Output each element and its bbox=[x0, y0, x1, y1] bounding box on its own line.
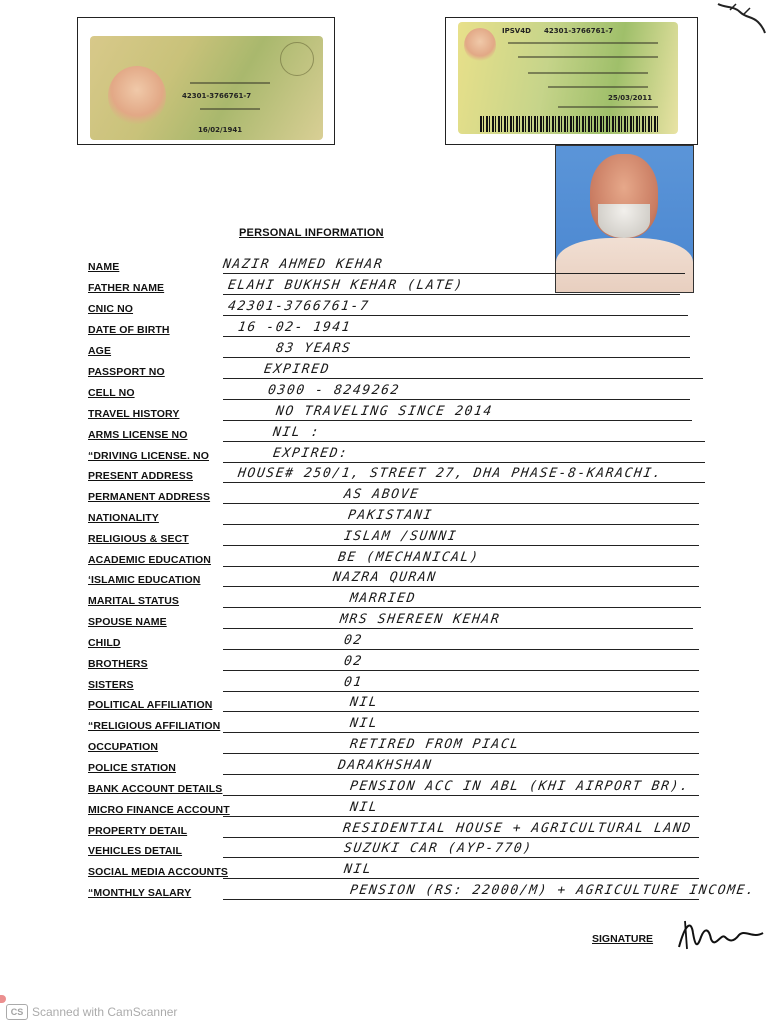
field-label: CNIC NO bbox=[88, 303, 134, 315]
field-value: NIL bbox=[348, 716, 380, 731]
card-seal-icon bbox=[280, 42, 314, 76]
cnic-front-card bbox=[90, 36, 323, 140]
field-row bbox=[88, 316, 688, 336]
scanner-text: Scanned with CamScanner bbox=[32, 1005, 178, 1019]
field-value: 01 bbox=[342, 675, 364, 690]
field-row bbox=[88, 400, 688, 420]
field-value: 83 YEARS bbox=[274, 341, 353, 356]
field-row bbox=[88, 712, 688, 732]
field-row bbox=[88, 817, 693, 837]
field-label: ARMS LICENSE NO bbox=[88, 429, 188, 441]
field-row bbox=[88, 691, 688, 711]
field-row bbox=[88, 754, 688, 774]
field-row bbox=[88, 858, 688, 878]
field-row bbox=[88, 504, 688, 524]
field-row bbox=[88, 442, 688, 462]
field-row bbox=[88, 587, 688, 607]
field-row bbox=[88, 525, 688, 545]
field-row bbox=[88, 650, 688, 670]
field-value: NO TRAVELING SINCE 2014 bbox=[274, 404, 494, 419]
field-label: PROPERTY DETAIL bbox=[88, 825, 188, 837]
cnic-back-number: 42301-3766761-7 bbox=[544, 27, 614, 35]
field-row bbox=[88, 733, 688, 753]
field-row bbox=[88, 379, 688, 399]
field-value: NIL bbox=[348, 800, 380, 815]
field-label: “DRIVING LICENSE. NO bbox=[88, 450, 210, 462]
card-photo bbox=[464, 28, 496, 62]
field-value: BE (MECHANICAL) bbox=[336, 550, 481, 565]
field-row bbox=[88, 421, 688, 441]
field-value: ISLAM /SUNNI bbox=[342, 529, 459, 544]
field-value: NIL bbox=[348, 695, 380, 710]
cnic-back-card bbox=[458, 22, 678, 134]
field-row bbox=[88, 796, 688, 816]
field-value: NAZRA QURAN bbox=[331, 570, 438, 585]
field-label: ‘ISLAMIC EDUCATION bbox=[88, 574, 201, 586]
field-label: CELL NO bbox=[88, 387, 135, 399]
field-row bbox=[88, 253, 688, 273]
field-label: ACADEMIC EDUCATION bbox=[88, 554, 211, 566]
field-label: FATHER NAME bbox=[88, 282, 165, 294]
cnic-front-number: 42301-3766761-7 bbox=[182, 92, 252, 100]
field-label: POLICE STATION bbox=[88, 762, 176, 774]
field-label: AGE bbox=[88, 345, 112, 357]
field-value: 0300 - 8249262 bbox=[266, 383, 402, 398]
field-value: 42301-3766761-7 bbox=[226, 299, 371, 314]
field-value: NAZIR AHMED KEHAR bbox=[221, 257, 385, 272]
field-value: EXPIRED bbox=[262, 362, 332, 377]
field-label: PASSPORT NO bbox=[88, 366, 165, 378]
field-value: 02 bbox=[342, 633, 364, 648]
card-text-line bbox=[190, 82, 270, 84]
field-value: MARRIED bbox=[348, 591, 418, 606]
card-text-line bbox=[548, 86, 648, 88]
field-label: BANK ACCOUNT DETAILS bbox=[88, 783, 223, 795]
field-label: SPOUSE NAME bbox=[88, 616, 167, 628]
cnic-back-copy bbox=[445, 17, 698, 145]
signature-mark bbox=[675, 915, 767, 955]
field-row bbox=[88, 879, 757, 899]
field-label: PERMANENT ADDRESS bbox=[88, 491, 211, 503]
field-row bbox=[88, 775, 691, 795]
field-value: MRS SHEREEN KEHAR bbox=[338, 612, 502, 627]
field-value: HOUSE# 250/1, STREET 27, DHA PHASE-8-KARACHI. bbox=[236, 466, 664, 481]
field-row bbox=[88, 462, 688, 482]
field-label: TRAVEL HISTORY bbox=[88, 408, 180, 420]
field-row bbox=[88, 546, 688, 566]
field-row bbox=[88, 629, 688, 649]
field-value: RESIDENTIAL HOUSE + AGRICULTURAL LAND bbox=[341, 821, 693, 836]
field-row bbox=[88, 671, 688, 691]
cnic-back-date: 25/03/2011 bbox=[608, 94, 653, 102]
section-title: PERSONAL INFORMATION bbox=[239, 227, 384, 239]
scanner-watermark bbox=[6, 1004, 177, 1020]
cnic-front-date: 16/02/1941 bbox=[198, 126, 243, 134]
field-label: SOCIAL MEDIA ACCOUNTS bbox=[88, 866, 228, 878]
field-label: SISTERS bbox=[88, 679, 134, 691]
card-text-line bbox=[518, 56, 658, 58]
camscanner-icon: CS bbox=[6, 1004, 28, 1020]
field-label: NATIONALITY bbox=[88, 512, 159, 524]
corner-scribble bbox=[716, 0, 766, 34]
field-row bbox=[88, 358, 688, 378]
field-value: SUZUKI CAR (AYP-770) bbox=[342, 841, 534, 856]
field-row bbox=[88, 566, 688, 586]
field-value: 16 -02- 1941 bbox=[236, 320, 353, 335]
card-text-line bbox=[528, 72, 648, 74]
field-label: DATE OF BIRTH bbox=[88, 324, 170, 336]
edge-mark bbox=[0, 995, 6, 1003]
portrait-beard bbox=[598, 204, 650, 238]
field-row bbox=[88, 837, 688, 857]
field-value: PAKISTANI bbox=[346, 508, 434, 523]
field-row bbox=[88, 337, 688, 357]
field-row bbox=[88, 483, 688, 503]
field-label: PRESENT ADDRESS bbox=[88, 470, 193, 482]
field-value: RETIRED FROM PIACL bbox=[348, 737, 521, 752]
field-row bbox=[88, 608, 688, 628]
cnic-front-copy bbox=[77, 17, 335, 145]
cnic-back-code: IPSV4D bbox=[502, 27, 531, 35]
field-value: NIL : bbox=[271, 425, 322, 440]
field-label: NAME bbox=[88, 261, 120, 273]
field-underline bbox=[223, 899, 699, 900]
field-label: MICRO FINANCE ACCOUNT bbox=[88, 804, 230, 816]
card-text-line bbox=[200, 108, 260, 110]
field-label: MARITAL STATUS bbox=[88, 595, 180, 607]
field-label: “MONTHLY SALARY bbox=[88, 887, 192, 899]
field-value: AS ABOVE bbox=[342, 487, 421, 502]
field-label: “RELIGIOUS AFFILIATION bbox=[88, 720, 221, 732]
field-label: OCCUPATION bbox=[88, 741, 159, 753]
card-text-line bbox=[558, 106, 658, 108]
field-value: ELAHI BUKHSH KEHAR (LATE) bbox=[226, 278, 465, 293]
field-value: PENSION ACC IN ABL (KHI AIRPORT BR). bbox=[348, 779, 691, 794]
field-row bbox=[88, 274, 688, 294]
card-text-line bbox=[508, 42, 658, 44]
field-value: EXPIRED: bbox=[271, 446, 350, 461]
field-value: 02 bbox=[342, 654, 364, 669]
field-label: VEHICLES DETAIL bbox=[88, 845, 183, 857]
field-value: NIL bbox=[342, 862, 374, 877]
field-label: POLITICAL AFFILIATION bbox=[88, 699, 213, 711]
field-label: BROTHERS bbox=[88, 658, 148, 670]
barcode-icon bbox=[480, 116, 658, 132]
field-label: RELIGIOUS & SECT bbox=[88, 533, 189, 545]
field-row bbox=[88, 295, 688, 315]
field-label: CHILD bbox=[88, 637, 121, 649]
card-photo bbox=[108, 66, 166, 126]
field-value: DARAKHSHAN bbox=[336, 758, 434, 773]
signature-label: SIGNATURE bbox=[592, 933, 654, 945]
field-value: PENSION (RS: 22000/M) + AGRICULTURE INCOME. bbox=[348, 883, 757, 898]
